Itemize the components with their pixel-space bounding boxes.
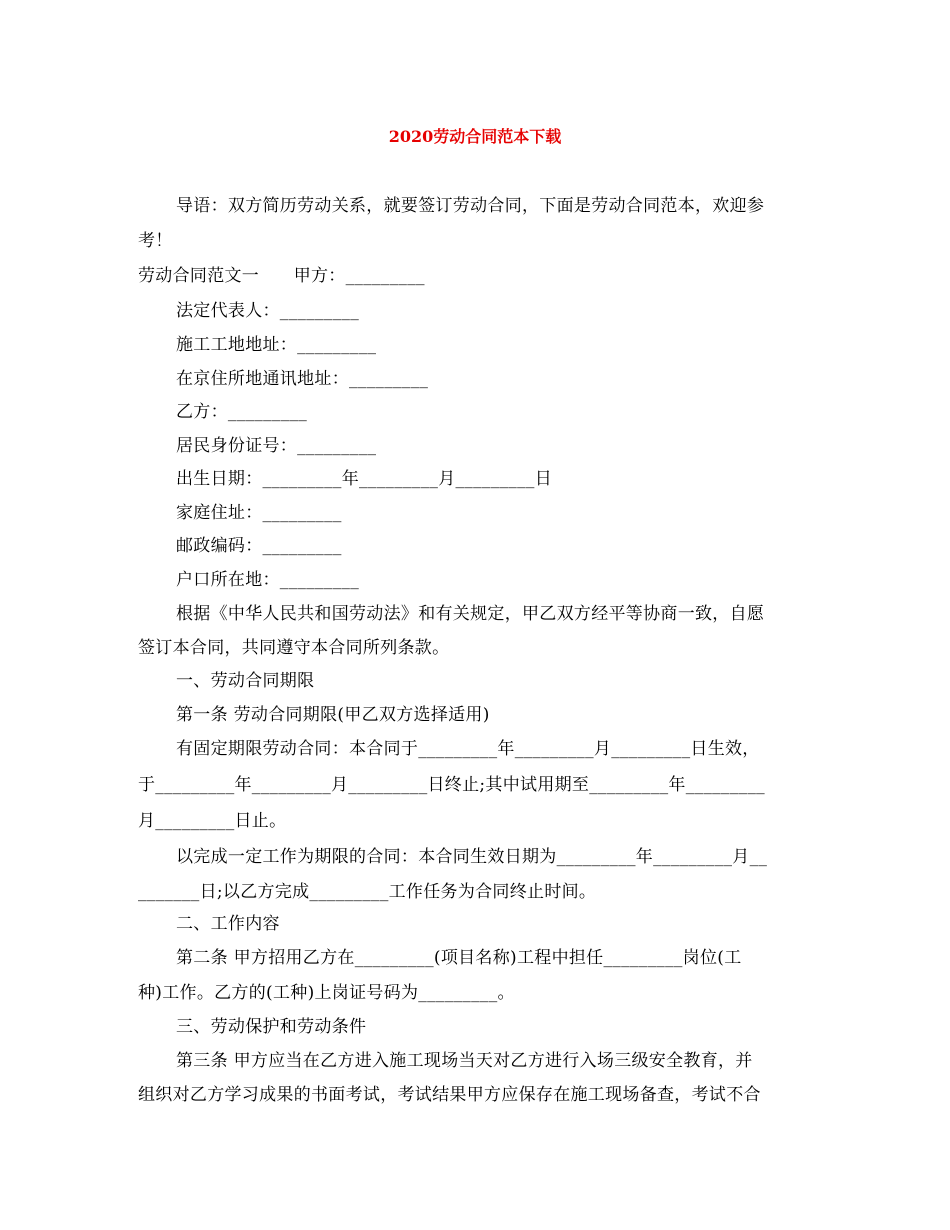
article-2-line-1: 第二条 甲方招用乙方在_________(项目名称)工程中担任_________岗位(工 [176,948,742,968]
article-1-heading: 第一条 劳动合同期限(甲乙双方选择适用) [176,705,490,725]
party-a-line: 劳动合同范文一 甲方：_________ [138,266,425,286]
document-title: 2020劳动合同范本下载 [388,127,562,146]
section-3-heading: 三、劳动保护和劳动条件 [176,1017,367,1037]
postal-code-line: 邮政编码：_________ [176,536,342,556]
beijing-address-line: 在京住所地通讯地址：_________ [176,369,429,389]
legal-rep-line: 法定代表人：_________ [176,301,359,321]
task-term-line-2: _______日;以乙方完成_________工作任务为合同终止时间。 [138,882,597,902]
fixed-term-line-3: 月_________日止。 [138,811,287,831]
intro-line-2: 考！ [138,231,173,251]
basis-line-2: 签订本合同，共同遵守本合同所列条款。 [138,638,450,658]
intro-line-1: 导语：双方简历劳动关系，就要签订劳动合同，下面是劳动合同范本，欢迎参 [176,196,765,216]
article-2-line-2: 种)工作。乙方的(工种)上岗证号码为_________。 [138,983,515,1003]
id-number-line: 居民身份证号：_________ [176,436,377,456]
home-address-line: 家庭住址：_________ [176,503,342,523]
site-address-line: 施工工地地址：_________ [176,335,377,355]
fixed-term-line-1: 有固定期限劳动合同：本合同于_________年_________月_________日生效， [176,739,760,759]
task-term-line-1: 以完成一定工作为期限的合同：本合同生效日期为_________年_________月__ [176,847,768,867]
article-3-line-2: 组织对乙方学习成果的书面考试，考试结果甲方应保存在施工现场备查，考试不合 [138,1085,761,1105]
party-b-line: 乙方：_________ [176,402,308,422]
section-1-heading: 一、劳动合同期限 [176,671,315,691]
hukou-line: 户口所在地：_________ [176,570,359,590]
article-3-line-1: 第三条 甲方应当在乙方进入施工现场当天对乙方进行入场三级安全教育，并 [176,1051,753,1071]
basis-line-1: 根据《中华人民共和国劳动法》和有关规定，甲乙双方经平等协商一致，自愿 [176,604,765,624]
section-2-heading: 二、工作内容 [176,914,280,934]
fixed-term-line-2: 于_________年_________月_________日终止;其中试用期至_________年_________ [138,775,765,795]
birth-date-line: 出生日期：_________年_________月_________日 [176,469,552,489]
